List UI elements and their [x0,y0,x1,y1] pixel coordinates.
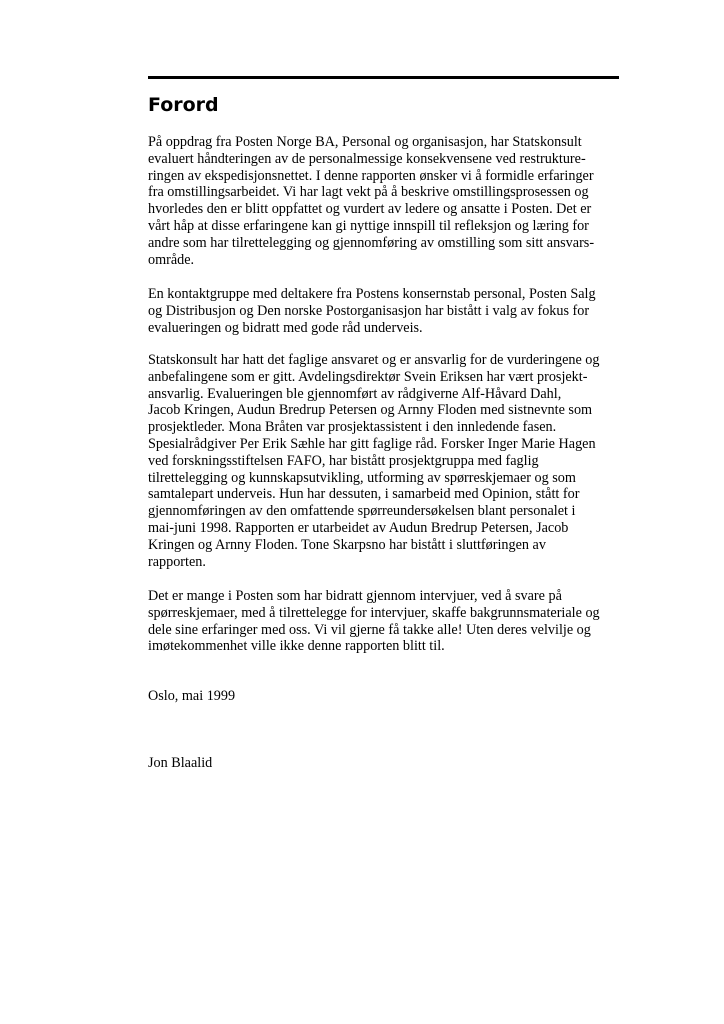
place-and-date: Oslo, mai 1999 [148,688,236,704]
text-line: anbefalingene som er gitt. Avdelingsdirektør Svein Eriksen har vært prosjekt- [148,368,588,385]
text-line: rapporten. [148,553,206,570]
text-line: evalueringen og bidratt med gode råd underveis. [148,319,423,336]
text-line: Spesialrådgiver Per Erik Sæhle har gitt faglige råd. Forsker Inger Marie Hagen [148,435,596,452]
text-line: imøtekommenhet ville ikke denne rapporten blitt til. [148,638,445,655]
text-line: dele sine erfaringer med oss. Vi vil gjerne få takke alle! Uten deres velvilje og [148,621,591,638]
text-line: ansvarlig. Evalueringen ble gjennomført av rådgiverne Alf-Håvard Dahl, [148,385,562,402]
text-line: Statskonsult har hatt det faglige ansvaret og er ansvarlig for de vurderingene og [148,352,600,368]
paragraph-contact-group [148,286,620,336]
text-line: ringen av ekspedisjonsnettet. I denne rapporten ønsker vi å formidle erfaringer [148,167,594,184]
signature-name: Jon Blaalid [148,755,213,771]
text-line: område. [148,251,195,268]
paragraph-responsibility [148,352,620,570]
text-line: gjennomføringen av den omfattende spørreundersøkelsen blant personalet i [148,503,576,520]
text-line: vårt håp at disse erfaringene kan gi nyttige innspill til refleksjon og læring for [148,217,589,234]
text-line: tilrettelegging og kunnskapsutvikling, utforming av spørreskjemaer og som [148,469,576,486]
text-line: evaluert håndteringen av de personalmessige konsekvensene ved restrukture- [148,150,586,167]
text-line: hvorledes den er blitt oppfattet og vurdert av ledere og ansatte i Posten. Det er [148,201,592,218]
text-line: samtalepart underveis. Hun har dessuten, i samarbeid med Opinion, stått for [148,486,580,503]
text-line: fra omstillingsarbeidet. Vi har lagt vekt på å beskrive omstillingsprosessen og [148,184,589,201]
text-line: Jacob Kringen, Audun Bredrup Petersen og Arnny Floden med sistnevnte som [148,402,593,419]
text-line: mai-juni 1998. Rapporten er utarbeidet av Audun Bredrup Petersen, Jacob [148,519,569,536]
text-line: andre som har tilrettelegging og gjennomføring av omstilling som sitt ansvars- [148,234,595,251]
text-line: og Distribusjon og Den norske Postorganisasjon har bistått i valg av fokus for [148,302,590,319]
page-title: Forord [148,94,219,116]
paragraph-intro [148,134,620,268]
text-line: spørreskjemaer, med å tilrettelegge for intervjuer, skaffe bakgrunnsmateriale og [148,604,600,621]
text-line: Det er mange i Posten som har bidratt gjennom intervjuer, ved å svare på [148,588,562,604]
text-line: prosjektleder. Mona Bråten var prosjektassistent i den innledende fasen. [148,419,557,436]
paragraph-thanks [148,588,620,655]
text-line: ved forskningsstiftelsen FAFO, har bistått prosjektgruppa med faglig [148,452,539,469]
text-line: Kringen og Arnny Floden. Tone Skarpsno har bistått i sluttføringen av [148,536,546,553]
text-line: En kontaktgruppe med deltakere fra Postens konsernstab personal, Posten Salg [148,286,596,302]
text-line: På oppdrag fra Posten Norge BA, Personal og organisasjon, har Statskonsult [148,134,582,150]
top-rule [148,76,619,79]
